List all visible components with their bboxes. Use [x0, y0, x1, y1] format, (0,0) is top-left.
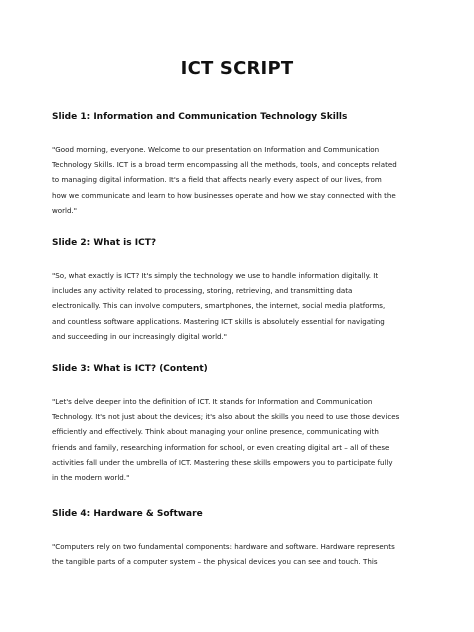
slide-1-line-4: how we communicate and learn to how businesses operate and how we stay connected with the — [52, 190, 396, 200]
slide-2-line-5: and succeeding in our increasingly digital world." — [52, 331, 228, 341]
slide-4-heading: Slide 4: Hardware & Software — [52, 509, 203, 519]
slide-2-line-3: electronically. This can involve computers, smartphones, the internet, social media platforms, — [52, 301, 386, 311]
slide-1-line-3: to managing digital information. It's a field that affects nearly every aspect of our lives, from — [52, 175, 382, 185]
slide-4-section — [52, 508, 424, 569]
slide-3-line-6: in the modern world." — [52, 473, 130, 483]
slide-3-line-2: Technology. It's not just about the devices; it's also about the skills you need to use those devices — [52, 412, 400, 422]
slide-3-line-1: "Let's delve deeper into the definition of ICT. It stands for Information and Communication — [52, 397, 373, 406]
slide-2-line-1: "So, what exactly is ICT? It's simply the technology we use to handle information digitally. It — [52, 271, 379, 280]
slide-2-section — [52, 237, 424, 344]
slide-3-line-4: friends and family, researching information for school, or even creating digital art – all of these — [52, 442, 390, 452]
slide-2-body — [52, 268, 424, 344]
slide-1-line-5: world." — [52, 205, 78, 215]
document-title: ICT SCRIPT — [180, 58, 294, 79]
slide-3-line-3: efficiently and effectively. Think about managing your online presence, communicating with — [52, 427, 379, 437]
slide-1-line-2: Technology Skills. ICT is a broad term encompassing all the methods, tools, and concepts related — [52, 160, 397, 170]
slide-4-line-1: "Computers rely on two fundamental components: hardware and software. Hardware represents — [52, 542, 395, 551]
slide-1-line-1: "Good morning, everyone. Welcome to our presentation on Information and Communication — [52, 145, 380, 154]
slide-4-line-2: the tangible parts of a computer system – the physical devices you can see and touch. This — [52, 557, 378, 567]
slide-1-section — [52, 111, 424, 218]
slide-4-body — [52, 539, 424, 569]
slide-2-line-2: includes any activity related to processing, storing, retrieving, and transmitting data — [52, 286, 353, 296]
slide-3-line-5: activities fall under the umbrella of ICT. Mastering these skills empowers you to participate fully — [52, 457, 393, 467]
slide-2-heading: Slide 2: What is ICT? — [52, 238, 157, 248]
slide-3-body — [52, 394, 424, 485]
slide-1-heading: Slide 1: Information and Communication Technology Skills — [52, 112, 348, 122]
slide-3-section — [52, 363, 424, 485]
slide-2-line-4: and countless software applications. Mastering ICT skills is absolutely essential for navigating — [52, 316, 385, 326]
slide-3-heading: Slide 3: What is ICT? (Content) — [52, 364, 208, 374]
slide-1-body — [52, 142, 424, 218]
